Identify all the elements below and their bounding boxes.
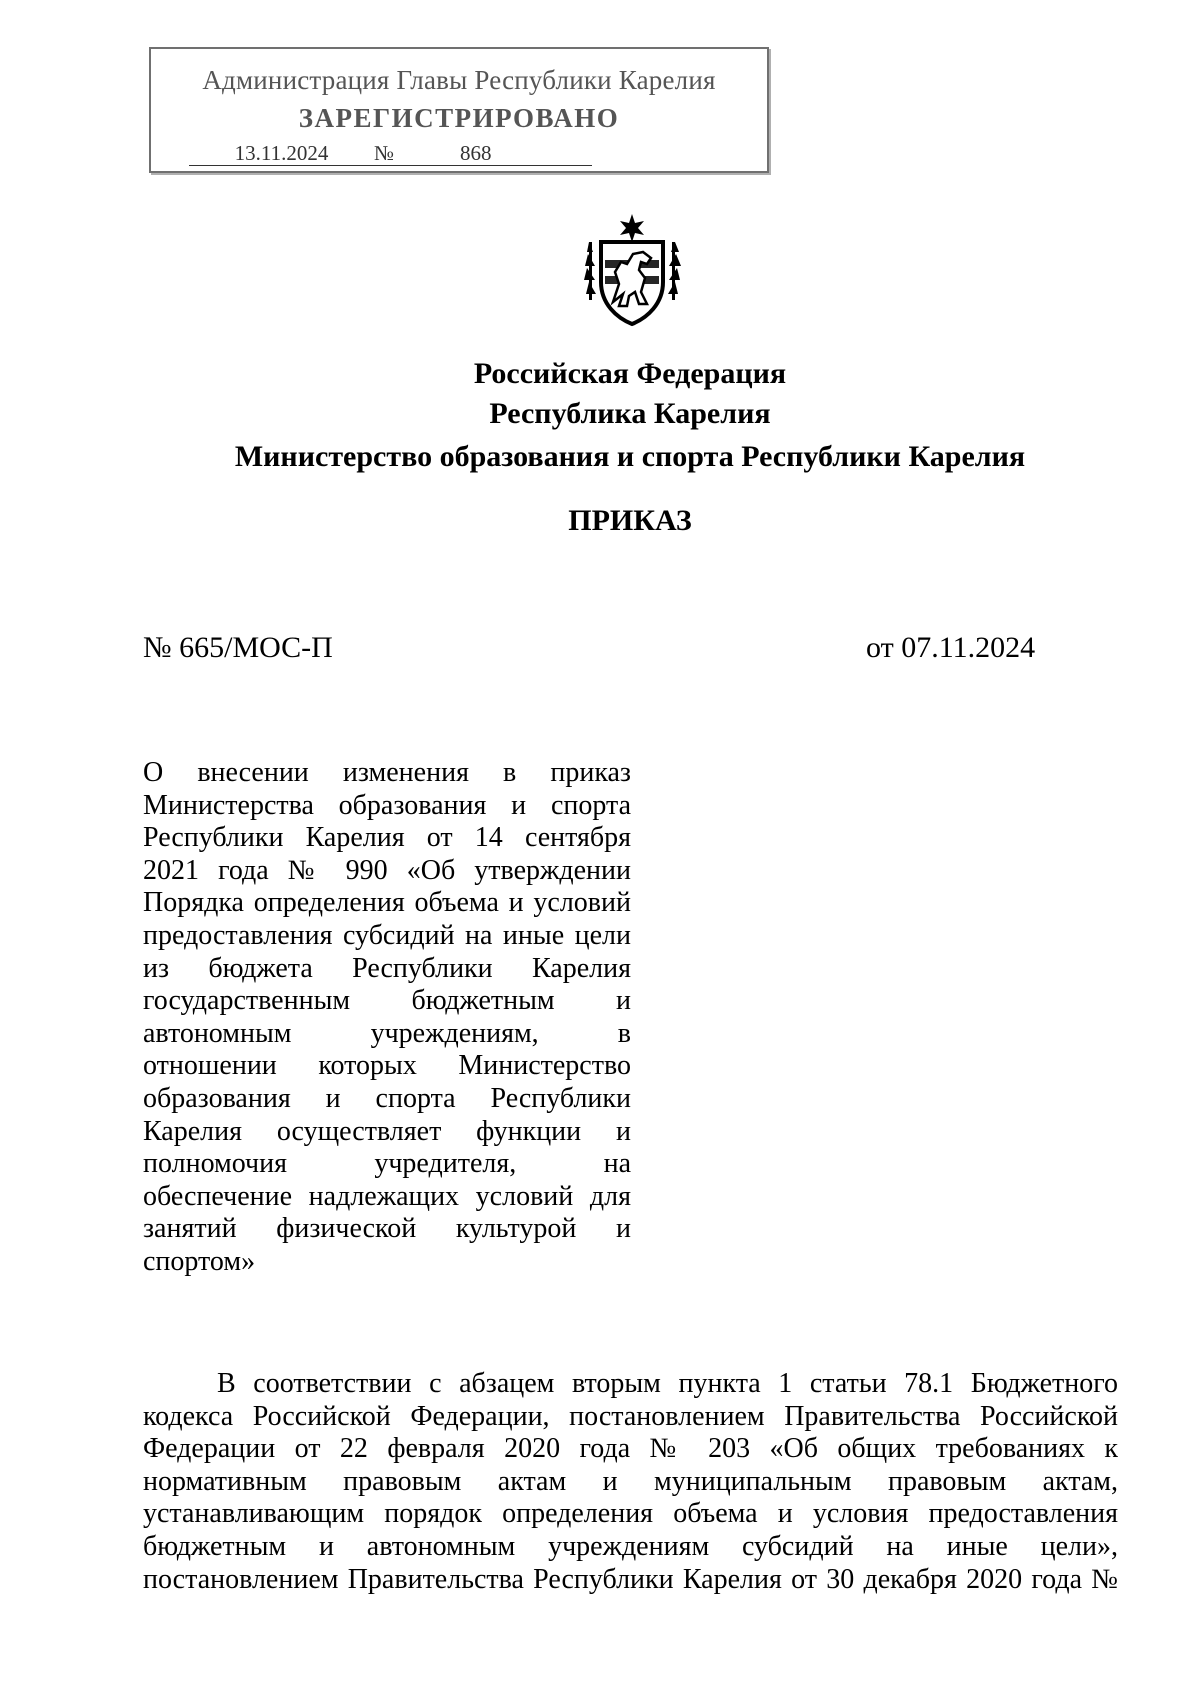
subject-line: отношении которых Министерство [143, 1050, 631, 1082]
header-region: Республика Карелия [489, 397, 771, 430]
body-line: Федерации от 22 февраля 2020 года № 203 «Об общих требованиях к [143, 1433, 1118, 1465]
body-line: устанавливающим порядок определения объема и условия предоставления [143, 1498, 1118, 1530]
order-body [143, 1368, 1118, 1596]
subject-line: полномочия учредителя, на [143, 1148, 631, 1180]
subject-line: автономным учреждениям, в [143, 1017, 631, 1049]
subject-line: Министерства образования и спорта [143, 789, 631, 821]
subject-line: из бюджета Республики Карелия [143, 952, 631, 984]
order-date: от 07.11.2024 [866, 631, 1036, 664]
order-subject [143, 757, 631, 1279]
subject-line: спортом» [143, 1245, 256, 1277]
subject-line: образования и спорта Республики [143, 1082, 631, 1114]
stamp-date: 13.11.2024 [189, 141, 374, 166]
stamp-authority: Администрация Главы Республики Карелия [202, 65, 716, 95]
subject-line: обеспечение надлежащих условий для [143, 1180, 631, 1212]
subject-line: занятий физической культурой и [143, 1213, 631, 1245]
stamp-number-sign: № [374, 141, 402, 166]
subject-line: 2021 года № 990 «Об утверждении [143, 854, 631, 886]
subject-line: предоставления субсидий на иные цели [143, 919, 631, 951]
body-line: кодекса Российской Федерации, постановлением Правительства Российской [143, 1400, 1118, 1432]
stamp-registration-row [189, 141, 592, 167]
document-type: ПРИКАЗ [568, 504, 692, 537]
body-line: постановлением Правительства Республики Карелия от 30 декабря 2020 года № [143, 1563, 1118, 1595]
subject-line: Порядка определения объема и условий [143, 887, 631, 919]
stamp-registered-label: ЗАРЕГИСТРИРОВАНО [298, 103, 620, 133]
body-line: нормативным правовым актам и муниципальным правовым актам, [143, 1465, 1118, 1497]
body-line: В соответствии с абзацем вторым пункта 1 статьи 78.1 Бюджетного [217, 1368, 1118, 1399]
subject-line: Карелия осуществляет функции и [143, 1115, 631, 1147]
registration-stamp [149, 47, 769, 173]
subject-line: государственным бюджетным и [143, 985, 631, 1017]
order-number: № 665/МОС-П [143, 631, 333, 664]
body-line: бюджетным и автономным учреждениям субсидий на иные цели», [143, 1530, 1118, 1562]
karelia-coat-of-arms-icon [583, 212, 681, 328]
header-country: Российская Федерация [473, 357, 787, 390]
header-ministry: Министерство образования и спорта Республики Карелия [234, 440, 1026, 473]
subject-line: Республики Карелия от 14 сентября [143, 822, 631, 854]
stamp-number: 868 [402, 141, 592, 166]
subject-line: О внесении изменения в приказ [143, 757, 631, 788]
